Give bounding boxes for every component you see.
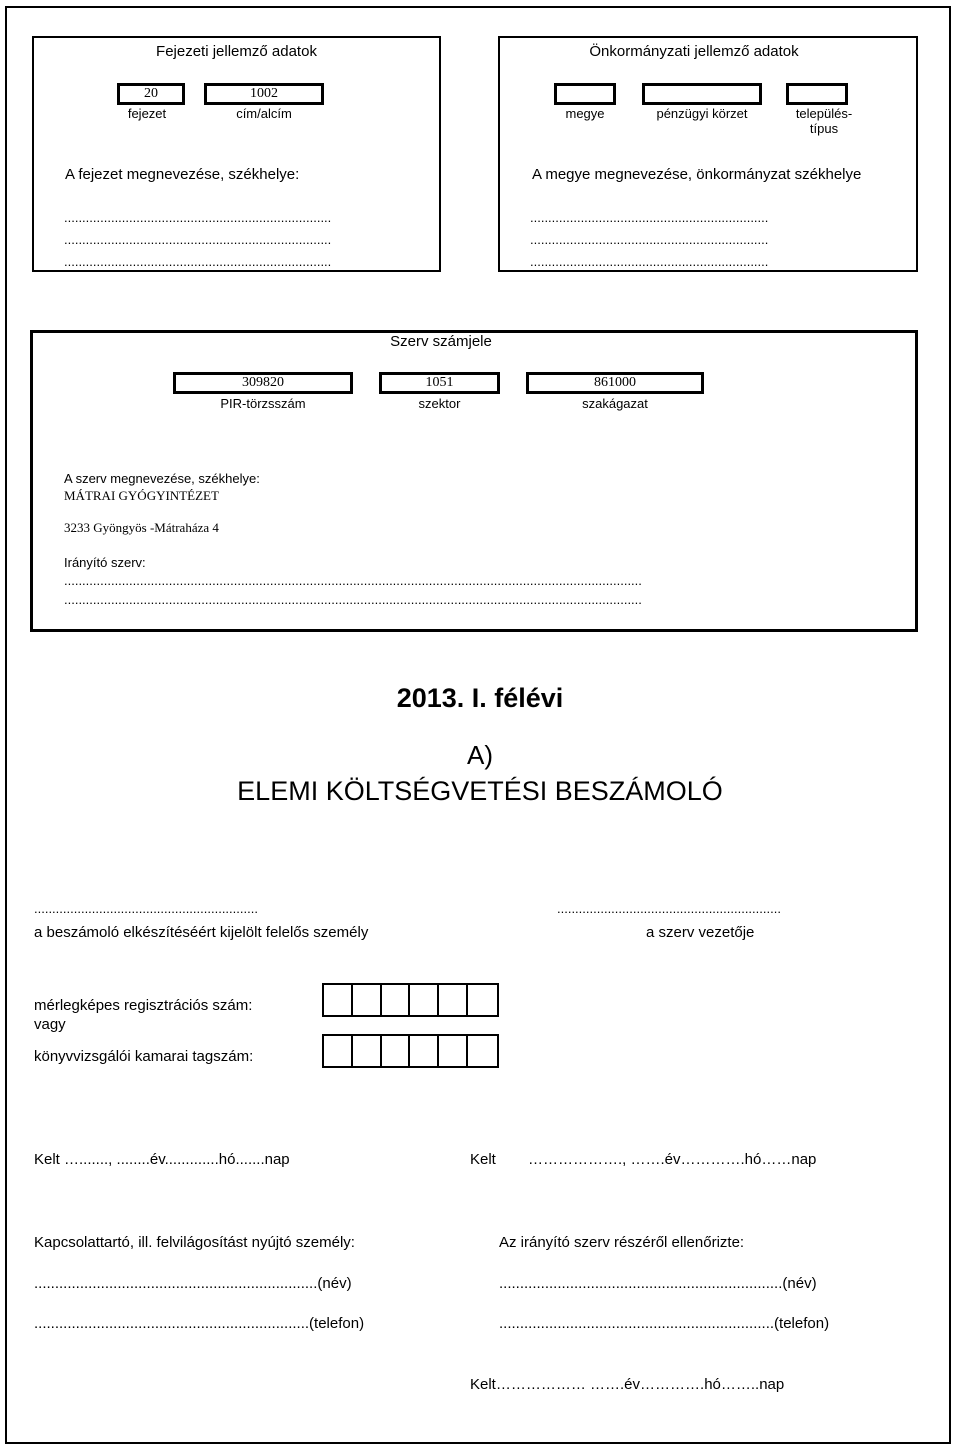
- digit-cell[interactable]: [353, 985, 382, 1015]
- digit-cell[interactable]: [468, 1036, 497, 1066]
- digit-cell[interactable]: [410, 1036, 439, 1066]
- sector-field[interactable]: 1051: [379, 372, 500, 394]
- settlement-type-label-1: település-: [795, 106, 853, 121]
- contact-name-line[interactable]: ....................................................................(név): [34, 1275, 352, 1292]
- registration-label-1: mérlegképes regisztrációs szám:: [34, 997, 253, 1014]
- bottom-date-line[interactable]: Kelt……………… …….év………….hó……..nap: [470, 1376, 785, 1393]
- contact-person-title: Kapcsolattartó, ill. felvilágosítást nyújtó személy:: [34, 1234, 355, 1251]
- financial-district-field[interactable]: [642, 83, 762, 105]
- digit-cell[interactable]: [324, 985, 353, 1015]
- registration-label-2: vagy: [34, 1016, 66, 1033]
- title-subtitle-field[interactable]: 1002: [204, 83, 324, 105]
- digit-cell[interactable]: [468, 985, 497, 1015]
- chapter-name-dots-2[interactable]: ..........................................................................: [64, 232, 332, 247]
- supervisor-check-title: Az irányító szerv részéről ellenőrizte:: [499, 1234, 745, 1251]
- registration-label-3: könyvvizsgálói kamarai tagszám:: [34, 1048, 254, 1065]
- settlement-type-field[interactable]: [786, 83, 848, 105]
- digit-cell[interactable]: [410, 985, 439, 1015]
- date-line-left[interactable]: Kelt …......., ........év.............hó.......nap: [34, 1151, 290, 1168]
- digit-cell[interactable]: [382, 985, 411, 1015]
- chapter-label: fejezet: [127, 106, 167, 121]
- title-subtitle-label: cím/alcím: [236, 106, 292, 121]
- period-heading: 2013. I. félévi: [396, 683, 564, 713]
- digit-cell[interactable]: [324, 1036, 353, 1066]
- responsible-person-label: a beszámoló elkészítéséért kijelölt felelős személy: [34, 924, 369, 941]
- branch-label: szakágazat: [582, 396, 648, 411]
- responsible-signature-line[interactable]: ..............................................................: [34, 901, 258, 916]
- section-heading: A): [467, 740, 493, 770]
- chamber-number-cells[interactable]: [322, 1034, 499, 1068]
- organization-code-title: Szerv számjele: [390, 333, 492, 350]
- settlement-type-label-2: típus: [809, 121, 839, 136]
- branch-field[interactable]: 861000: [526, 372, 704, 394]
- registration-number-cells[interactable]: [322, 983, 499, 1017]
- date-line-right-label: Kelt: [470, 1151, 496, 1168]
- chapter-name-label: A fejezet megnevezése, székhelye:: [65, 166, 300, 183]
- checker-name-line[interactable]: ....................................................................(név): [499, 1275, 817, 1292]
- organization-name-label: A szerv megnevezése, székhelye:: [64, 471, 260, 486]
- organization-name-value: MÁTRAI GYÓGYINTÉZET: [64, 488, 219, 503]
- supervisor-label: Irányító szerv:: [64, 555, 146, 570]
- report-title: ELEMI KÖLTSÉGVETÉSI BESZÁMOLÓ: [237, 776, 723, 806]
- supervisor-dots-2[interactable]: ................................................................................................................................................................: [64, 592, 642, 607]
- county-field[interactable]: [554, 83, 616, 105]
- municipal-data-title: Önkormányzati jellemző adatok: [589, 43, 799, 60]
- head-label: a szerv vezetője: [646, 924, 755, 941]
- digit-cell[interactable]: [353, 1036, 382, 1066]
- head-signature-line[interactable]: ..............................................................: [557, 901, 781, 916]
- financial-district-label: pénzügyi körzet: [656, 106, 748, 121]
- supervisor-dots-1[interactable]: ................................................................................................................................................................: [64, 573, 642, 588]
- sector-label: szektor: [418, 396, 461, 411]
- contact-phone-line[interactable]: ..................................................................(telefon): [34, 1315, 365, 1332]
- chapter-data-title: Fejezeti jellemző adatok: [156, 43, 317, 60]
- county-name-dots-2[interactable]: ..................................................................: [530, 232, 769, 247]
- chapter-name-dots-1[interactable]: ..........................................................................: [64, 210, 332, 225]
- chapter-field[interactable]: 20: [117, 83, 185, 105]
- county-name-label: A megye megnevezése, önkormányzat székhelye: [532, 166, 862, 183]
- digit-cell[interactable]: [439, 1036, 468, 1066]
- date-line-right[interactable]: ………………., …….év………….hó……nap: [528, 1151, 817, 1168]
- organization-address-value: 3233 Gyöngyös -Mátraháza 4: [64, 520, 219, 535]
- pir-field[interactable]: 309820: [173, 372, 353, 394]
- digit-cell[interactable]: [382, 1036, 411, 1066]
- chapter-name-dots-3[interactable]: ..........................................................................: [64, 254, 332, 269]
- checker-phone-line[interactable]: ..................................................................(telefon): [499, 1315, 830, 1332]
- pir-label: PIR-törzsszám: [220, 396, 306, 411]
- county-name-dots-3[interactable]: ..................................................................: [530, 254, 769, 269]
- county-label: megye: [565, 106, 605, 121]
- digit-cell[interactable]: [439, 985, 468, 1015]
- county-name-dots-1[interactable]: ..................................................................: [530, 210, 769, 225]
